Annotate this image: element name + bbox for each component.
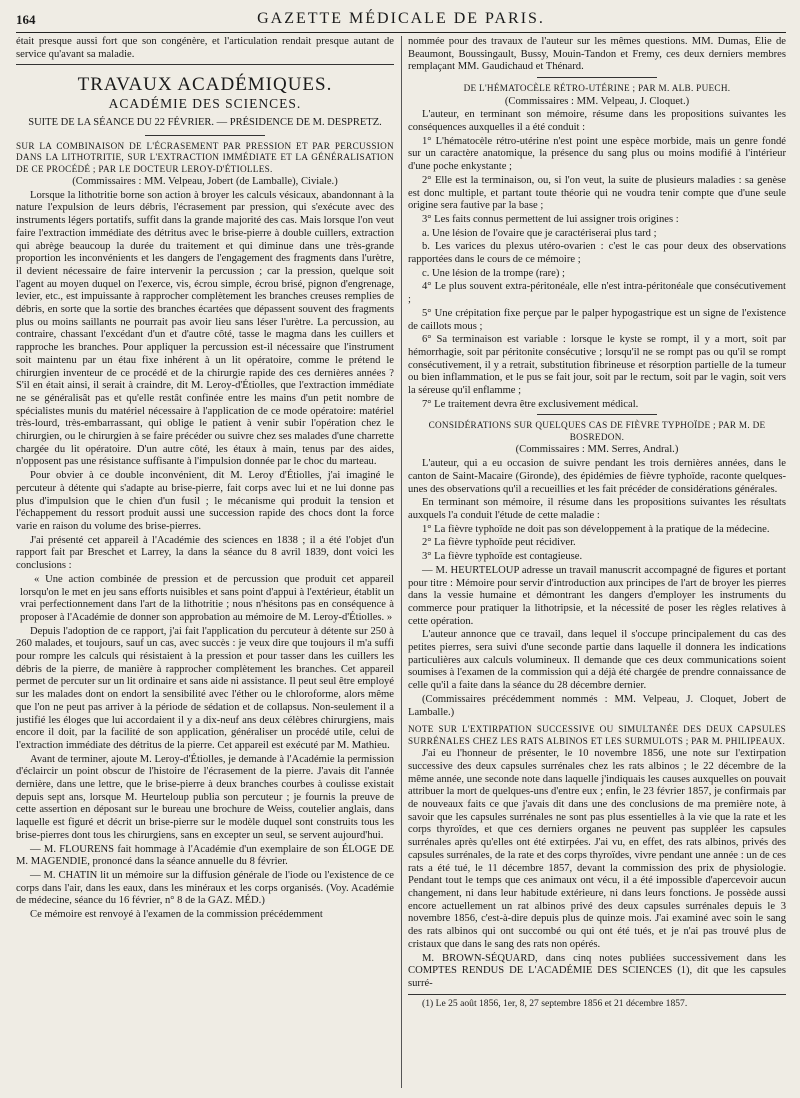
list-item: b. Les varices du plexus utéro-ovarien : c'est le cas pour deux des observations rapportées dans le cours de ce mémoire ; xyxy=(408,241,786,266)
right-column xyxy=(408,36,786,1091)
paragraph: — M. HEURTELOUP adresse un travail manuscrit accompagné de figures et portant pour titre : Mémoire pour servir d'introduction aux principes de l'art de broyer les pierres dans la vessie humaine et démontrant les dangers d'employer les instruments du commerce pour pratiquer la lithotripsie, et la nécessité de poser les règles relatives à cette opération. xyxy=(408,564,786,627)
commissaires-line: (Commissaires précédemment nommés : MM. Velpeau, J. Cloquet, Jobert de Lamballe.) xyxy=(408,693,786,718)
academy-title: ACADÉMIE DES SCIENCES. xyxy=(108,96,302,112)
list-item: 7° Le traitement devra être exclusivement médical. xyxy=(422,398,639,410)
commissaires-line: (Commissaires : MM. Serres, Andral.) xyxy=(515,444,679,456)
list-item: 3° La fièvre typhoïde est contagieuse. xyxy=(422,551,583,563)
paragraph: L'auteur, qui a eu occasion de suivre pendant les trois dernières années, dans le canton de Saint-Macaire (Gironde), des épidémies de fièvre typhoïde, raconte quelques-unes des observations qu'il a recueillies et les fait précéder de considérations générales. xyxy=(408,458,786,495)
divider xyxy=(537,77,657,78)
list-item: 3° Les faits connus permettent de lui assigner trois origines : xyxy=(422,213,679,225)
paragraph: Avant de terminer, ajoute M. Leroy-d'Étiolles, je demande à l'Académie la permission d'éclaircir un point obscur de l'histoire de l'écrasement de la pierre. J'avais dit l'année dernière, dans une lettre, que le brise-pierre à deux branches courbes à coulisse existait depuis sept ans, lorsque M. Heurteloup publia son percuteur ; je fournis la preuve de cette assertion en déposant sur le bureau une brochure de Weiss, coutelier anglais, dans laquelle est figuré et décrit un brise-pierre sur le modèle duquel sont construits tous les brise-pierres dont tous les chirurgiens, sans en excepter un seul, se servent aujourd'hui. xyxy=(16,753,394,841)
paragraph: Depuis l'adoption de ce rapport, j'ai fait l'application du percuteur à détente sur 250 à 260 malades, et toujours, sauf un cas, avec succès : je veux dire que toujours il m'a suffi pour rompre les calculs qui résistaient à la pression et pour tasser dans les cuillers les débris de la pierre, de manière à rapprocher complètement les branches. Cet appareil permet de percuter sur un lit ordinaire et sans aide ni assistance. Il peut seul être employé sur les malades dont on endort la sensibilité avec l'éther ou le chloroforme, alors même que l'on ne peut pas arriver à la période de sédation et de collapsus. Non-seulement il a justifié les éloges que lui accordaient il y a dix-neuf ans deux célèbres chirurgiens, mais encore il doit, par la facilité de son application, généraliser un procédé utile, celui de l'extraction immédiate des détritus de la pierre. Cet appareil est exécuté par M. Mathieu. xyxy=(16,625,394,751)
page-number: 164 xyxy=(16,12,36,27)
divider xyxy=(537,414,657,415)
paragraph: L'auteur, en terminant son mémoire, résume dans les propositions suivantes les conséquences auxquelles il a été conduit : xyxy=(408,109,786,134)
article-heading: CONSIDÉRATIONS SUR QUELQUES CAS DE FIÈVRE TYPHOÏDE ; PAR M. DE BOSREDON. xyxy=(428,420,766,442)
newspaper-page xyxy=(16,6,786,1094)
columns xyxy=(16,36,786,1091)
commissaires-line: (Commissaires : MM. Velpeau, Jobert (de Lamballe), Civiale.) xyxy=(72,176,338,188)
paragraph: Pour obvier à ce double inconvénient, dit M. Leroy d'Étiolles, j'ai imaginé le percuteur à détente qui s'adapte au brise-pierre, fait corps avec lui et ne lui donne pas plus d'impulsion que le chien d'un fusil ; le mécanisme qui produit la tension et l'échappement du ressort produit aussi une succession rapide des chocs dont la force varie en raison du volume des brise-pierres. xyxy=(16,470,394,532)
paragraph: Ce mémoire est renvoyé à l'examen de la commission précédemment xyxy=(30,909,323,921)
page-title: GAZETTE MÉDICALE DE PARIS. xyxy=(257,10,545,27)
list-item: a. Une lésion de l'ovaire que je caractériserai plus tard ; xyxy=(422,227,657,239)
session-line: SUITE DE LA SÉANCE DU 22 FÉVRIER. — PRÉSIDENCE DE M. DESPRETZ. xyxy=(28,116,382,128)
list-item: 2° La fièvre typhoïde peut récidiver. xyxy=(422,537,576,549)
article-heading: NOTE SUR L'EXTIRPATION SUCCESSIVE OU SIMULTANÉE DES DEUX CAPSULES SURRÉNALES CHEZ LES RATS ALBINOS ET LES SURMULOTS ; PAR M. PHILIPEAUX. xyxy=(408,724,786,746)
paragraph: nommée pour des travaux de l'auteur sur les mêmes questions. MM. Dumas, Élie de Beaumont, Boussingault, Bussy, Mouin-Tandon et Fremy, ces deux derniers membres remplaçant MM. Gaudichaud et Thénard. xyxy=(408,36,786,73)
list-item: 4° Le plus souvent extra-péritonéale, elle n'est intra-péritonéale que consécutivement ; xyxy=(408,281,786,306)
paragraph: L'auteur annonce que ce travail, dans lequel il s'occupe principalement du cas des petites pierres, sera suivi d'une seconde partie dans laquelle il donnera les indications particulières aux calculs volumineux. Il demande que ces deux communications soient soumises à l'examen de la commission qui a déjà été chargée de prendre connaissance de celle qu'il a faite dans la séance du 28 décembre dernier. xyxy=(408,629,786,692)
list-item: 1° La fièvre typhoïde ne doit pas son développement à la pratique de la médecine. xyxy=(422,523,770,535)
list-item: 5° Une crépitation fixe perçue par le palper hypogastrique est un signe de l'existence de caillots mous ; xyxy=(408,307,786,332)
list-item: 6° Sa terminaison est variable : lorsque le kyste se rompt, il y a mort, soit par hémorrhagie, soit par péritonite consécutive ; lorsqu'il ne se rompt pas ou qu'il se rompt consécutivement, il y a retrait, substitution fibrineuse et résorption partielle de la tumeur ou bien inflammation, et le pus se fait jour, soit par le rectum, soit par le vagin, soit vers la séreuse qu'il enflamme ; xyxy=(408,334,786,397)
paragraph: M. BROWN-SÉQUARD, dans cinq notes publiées successivement dans les COMPTES RENDUS DE L'ACADÉMIE DES SCIENCES (1), dit que les capsules surré- xyxy=(408,952,786,989)
paragraph: Lorsque la lithotritie borne son action à broyer les calculs vésicaux, abandonnant à la nature l'expulsion de leurs débris, l'écrasement par pression, qui s'exécute avec des instruments légers portatifs, suffit dans la grande majorité des cas. Mais lorsque l'on veut faire l'extraction immédiate des détritus avec le brise-pierre à double cuillers, extraction qui abrège beaucoup la durée du traitement et qui diminue dans une très-grande proportion les inconvénients et les dangers de l'engagement des fragments dans l'urètre, il devient nécessaire de faire intervenir la percussion ; car la pression, quelque soit l'agent au moyen duquel on l'exerce, vis, écrou simple, écrou brisé, pignon d'engrenage, levier, etc., est impuissante à rapprocher complètement les branches creuses remplies de débris, en sorte que la sortie des branches écartées que dépassent souvent des fragments plus ou moins saillants ne pourrait pas avoir lieu sans léser l'urètre. La percussion, au contraire, chassant l'excédant d'un et d'autre côté, tasse le magma dans les cuillers et rapproche les branches. Pour appliquer la percussion est-il nécessaire que l'instrument soit maintenu par un étau fixe inhérent à un lit opératoire, comme le prétend le chirurgien inventeur de ce procédé et de la chirurgie rapide des ces dernières années ? S'il en était ainsi, il serait à craindre, dit M. Leroy-d'Étiolles, que l'extraction immédiate ne se généralisât pas et qu'elle restât confinée entre les mains d'un petit nombre de spécialistes munis du matériel nécessaire à l'application de ce mode opératoire: matériel très-lourd, très-embarrassant, qui oblige le patient à venir subir l'opération chez le chirurgien, ou le chirurgien à se faire précéder ou suivre chez ses malades d'une charrette chargée du lit opératoire. D'un autre côté, les étaux à main, tenus par des aides, n'opposent pas une résistance suffisante à l'impulsion donnée par le choc du marteau. xyxy=(16,189,394,468)
article-heading: DE L'HÉMATOCÈLE RÉTRO-UTÉRINE ; PAR M. ALB. PUECH. xyxy=(463,83,731,94)
section-title: TRAVAUX ACADÉMIQUES. xyxy=(77,74,333,96)
divider xyxy=(16,64,394,65)
paragraph: J'ai présenté cet appareil à l'Académie des sciences en 1838 ; il a été l'objet d'un rapport fait par Breschet et Larrey, la dans la séance du 8 avril 1839, dont voici les conclusions : xyxy=(16,534,394,572)
paragraph: En terminant son mémoire, il résume dans les propositions suivantes les résultats auxquels l'a conduit l'étude de cette maladie : xyxy=(408,497,786,521)
list-item: 1° L'hématocèle rétro-utérine n'est point une espèce morbide, mais un genre fondé sur un caractère anatomique, la présence du sang plus ou moins modifié à l'intérieur d'une poche enkystante ; xyxy=(408,135,786,173)
divider xyxy=(145,135,265,136)
paragraph: J'ai eu l'honneur de présenter, le 10 novembre 1856, une note sur l'extirpation successive des deux capsules surrénales chez les rats albinos ; le 22 décembre de la même année, une seconde note dans laquelle j'indiquais les causes auxquelles on pouvait attribuer la mort de quelques-uns d'entre eux ; enfin, le 23 février 1857, je confirmais par de nouveaux faits ce que j'avais dit dans une des conclusions de ma première note, à savoir que les capsules surrénales ne sont pas plus essentielles à la vie que la rate et les corps thyroïdes, et que ces derniers organes ne peuvent pas suppléer les capsules surrénales après qu'elles ont été extirpées. J'ai vu, en effet, des rats albinos, privés des capsules surrénales, de la rate et des corps thyroïdes, vivre pendant une année : un de ces rats a été tué, le 11 décembre 1857, devant la commission des prix de physiologie. Pendant tout le temps que ces animaux ont vécu, il a été impossible d'apercevoir aucun changement, ni dans leur habitude extérieure, ni dans leurs fonctions. Je possède aussi encore actuellement un rat albinos privé des deux capsules surrénales depuis le 3 novembre 1856, c'est-à-dire depuis plus de quinze mois. J'ai examiné avec soin le sang des rats albinos qui ont succombé ou qui ont été tués, et je n'ai pas trouvé plus de cristaux que dans le sang des rats non opérés. xyxy=(408,748,786,950)
quotation: « Une action combinée de pression et de percussion que produit cet appareil lorsqu'on le met en jeu sans efforts nuisibles et sans point d'appui à l'extérieur, établit un vrai perfectionnement dans l'art de la lithotritie ; nous n'hésitons pas en conséquence à proposer à l'Académie de donner son approbation au mémoire de M. Leroy-d'Étiolles. » xyxy=(20,573,394,623)
commissaires-line: (Commissaires : MM. Velpeau, J. Cloquet.) xyxy=(504,95,690,107)
paragraph: — M. CHATIN lit un mémoire sur la diffusion générale de l'iode ou l'existence de ce corps dans l'air, dans les eaux, dans les minéraux et les corps organisés. (Voy. Académie de médecine, séance du 16 février, n° 8 de la GAZ. MÉD.) xyxy=(16,869,394,907)
intro-text: était presque aussi fort que son congénère, et l'articulation rendait presque autant de service qu'avant sa maladie. xyxy=(16,36,394,60)
list-item: 2° Elle est la terminaison, ou, si l'on veut, la suite de plusieurs maladies : sa genèse est donc multiple, et partant toute théorie qui ne voudra tenir compte que d'une seule origine sera fautive par la base ; xyxy=(408,174,786,212)
paragraph: — M. FLOURENS fait hommage à l'Académie d'un exemplaire de son ÉLOGE DE M. MAGENDIE, prononcé dans la séance annuelle du 8 février. xyxy=(16,843,394,868)
list-item: c. Une lésion de la trompe (rare) ; xyxy=(422,267,565,279)
page-header xyxy=(16,6,786,33)
footnote: (1) Le 25 août 1856, 1er, 8, 27 septembre 1856 et 21 décembre 1857. xyxy=(422,997,688,1009)
footnote-divider xyxy=(408,994,786,995)
left-column xyxy=(16,36,394,1091)
article-heading: SUR LA COMBINAISON DE L'ÉCRASEMENT PAR PRESSION ET PAR PERCUSSION DANS LA LITHOTRITIE, SUR L'EXTRACTION IMMÉDIATE ET LA GÉNÉRALISATION DE CE PROCÉDÉ ; PAR LE DOCTEUR LEROY-D'ÉTIOLLES. xyxy=(16,140,394,174)
